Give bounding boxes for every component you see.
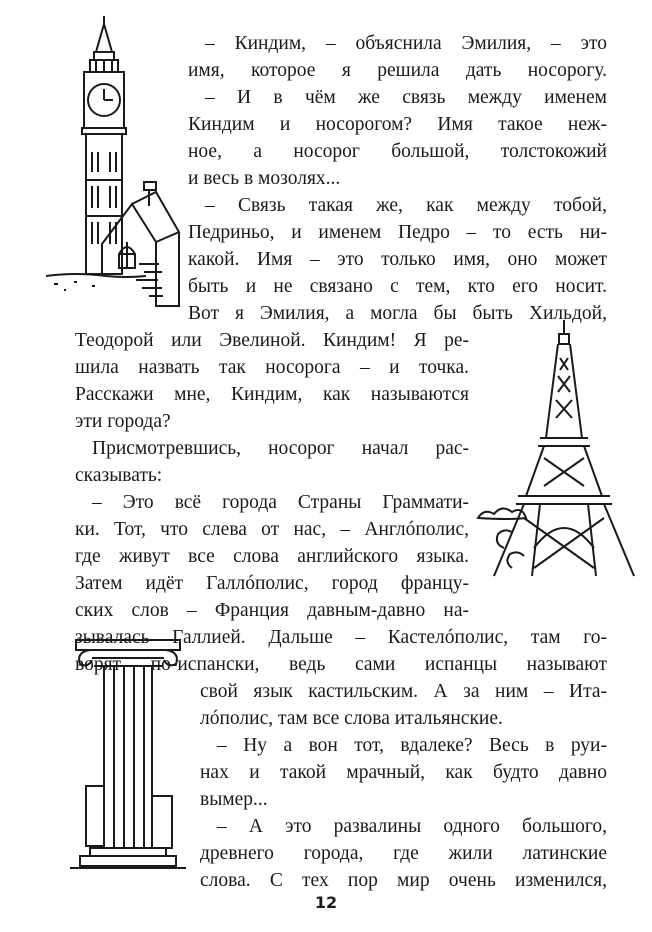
text-line: слова. С тех пор мир очень изменился, — [200, 870, 607, 891]
text-line: древнего города, где жили латинские — [200, 843, 607, 864]
text-line: ки. Тот, что слева от нас, – Англóполис, — [75, 519, 469, 540]
eiffel-tower-illustration — [474, 318, 644, 580]
text-line: имя, которое я решила дать носорогу. — [188, 60, 607, 81]
text-line: Педриньо, и именем Педро – то есть ни- — [188, 222, 607, 243]
text-line: шила назвать так носорога – и точка. — [75, 357, 469, 378]
text-line: Киндим и носорогом? Имя такое неж- — [188, 114, 607, 135]
text-line: Затем идёт Галлóполис, город францу- — [75, 573, 469, 594]
clock-tower-illustration — [44, 14, 194, 314]
text-line: нах и такой мрачный, как будто давно — [200, 762, 607, 783]
text-line: ное, а носорог большой, толстокожий — [188, 141, 607, 162]
text-line: – Киндим, – объяснила Эмилия, – это — [205, 33, 607, 54]
text-line: Присмотревшись, носорог начал рас- — [92, 438, 469, 459]
text-line: где живут все слова английского языка. — [75, 546, 469, 567]
text-line: быть и не связано с тем, кто его носит. — [188, 276, 607, 297]
text-line: зывалась Галлией. Дальше – Кастелóполис, там го- — [75, 627, 607, 648]
text-line: свой язык кастильским. А за ним – Ита- — [200, 681, 607, 702]
page-number: 12 — [314, 893, 338, 912]
text-line: – Ну а вон тот, вдалеке? Весь в руи- — [217, 735, 607, 756]
text-line: Вот я Эмилия, а могла бы быть Хильдой, — [188, 303, 607, 324]
text-line: эти города? — [75, 411, 171, 432]
text-line: – И в чём же связь между именем — [205, 87, 607, 108]
text-line: ских слов – Франция давным-давно на- — [75, 600, 469, 621]
text-line: – Это всё города Страны Граммати- — [92, 492, 469, 513]
text-line: лóполис, там все слова итальянские. — [200, 708, 503, 729]
text-line: Расскажи мне, Киндим, как называются — [75, 384, 469, 405]
text-line: и весь в мозолях... — [188, 168, 341, 189]
text-line: – Связь такая же, как между тобой, — [205, 195, 607, 216]
text-line: вымер... — [200, 789, 268, 810]
text-line: сказывать: — [75, 465, 163, 486]
text-line: ворят по-испански, ведь сами испанцы называют — [75, 654, 607, 675]
text-line: – А это развалины одного большого, — [217, 816, 607, 837]
text-line: Теодорой или Эвелиной. Киндим! Я ре- — [75, 330, 469, 351]
text-line: какой. Имя – это только имя, оно может — [188, 249, 607, 270]
